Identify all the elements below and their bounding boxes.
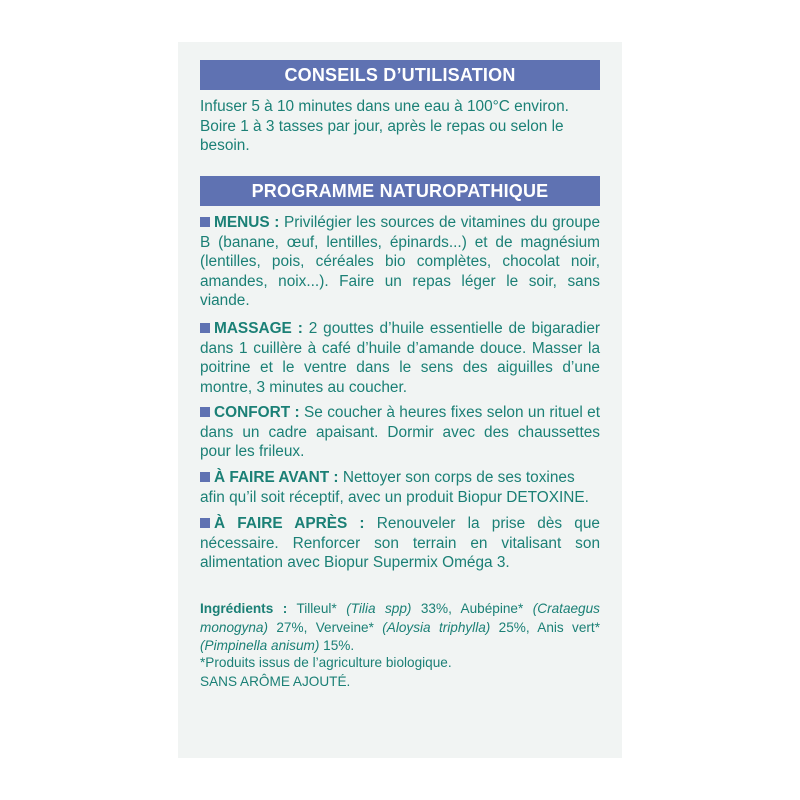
item-label: MASSAGE : [214,320,303,337]
bullet-square-icon [200,518,210,528]
ingredients-text: Tilleul* [287,601,347,616]
ingredients-label: Ingrédients : [200,601,288,616]
item-text: 2 gouttes d’huile essentielle de bigaradier dans 1 cuillère à café d’huile d’amande douce. Masser la poitrine et le ventre dans le sens des aiguilles d’une montre, 3 minutes au coucher. [200,320,600,396]
item-text: Nettoyer son corps de ses toxines afin qu’il soit réceptif, avec un produit Biopur DETOXINE. [200,469,589,506]
item-label: À FAIRE AVANT : [214,469,339,486]
programme-item-apres [200,514,600,573]
item-text: Se coucher à heures fixes selon un rituel et dans un cadre apaisant. Dormir avec des chaussettes pour les frileux. [200,404,600,460]
latin-name: (Crataegus monogyna) [200,601,600,635]
programme-item-massage [200,319,600,397]
ingredients-text: 33%, Aubépine* [411,601,533,616]
latin-name: (Aloysia triphylla) [382,619,491,635]
programme-title: PROGRAMME NATUROPATHIQUE [200,176,600,206]
bullet-square-icon [200,472,210,482]
programme-item-avant [200,468,600,507]
programme-item-menus [200,213,600,311]
latin-name: (Tilia spp) [346,601,412,616]
ingredients-text: 15%. [319,638,355,653]
item-label: MENUS : [214,214,280,231]
ingredients-text: 25%, Anis vert* [490,619,601,635]
bullet-square-icon [200,217,210,227]
ingredients-text: 27%, Verveine* [268,619,383,635]
bullet-square-icon [200,323,210,333]
ingredients-list [200,600,600,656]
conseils-title: CONSEILS D’UTILISATION [200,60,600,90]
item-label: CONFORT : [214,404,300,421]
conseils-text: Infuser 5 à 10 minutes dans une eau à 100°C environ. Boire 1 à 3 tasses par jour, après le repas ou selon le besoin. [200,98,569,154]
no-added-flavor: SANS ARÔME AJOUTÉ. [200,674,351,689]
item-text: Renouveler la prise dès que nécessaire. Renforcer son terrain en vitalisant son alimentation avec Biopur Supermix Oméga 3. [200,515,600,571]
item-text: Privilégier les sources de vitamines du groupe B (banane, œuf, lentilles, épinards...) et de magnésium (lentilles, pois, céréales bio complètes, chocolat noir, amandes, noix...). Faire un repas léger le soir, sans viande. [200,214,601,309]
bullet-square-icon [200,407,210,417]
organic-note: *Produits issus de l’agriculture biologique. [200,655,452,670]
item-label: À FAIRE APRÈS : [214,515,365,532]
programme-item-confort [200,403,600,462]
latin-name: (Pimpinella anisum) [200,638,320,653]
